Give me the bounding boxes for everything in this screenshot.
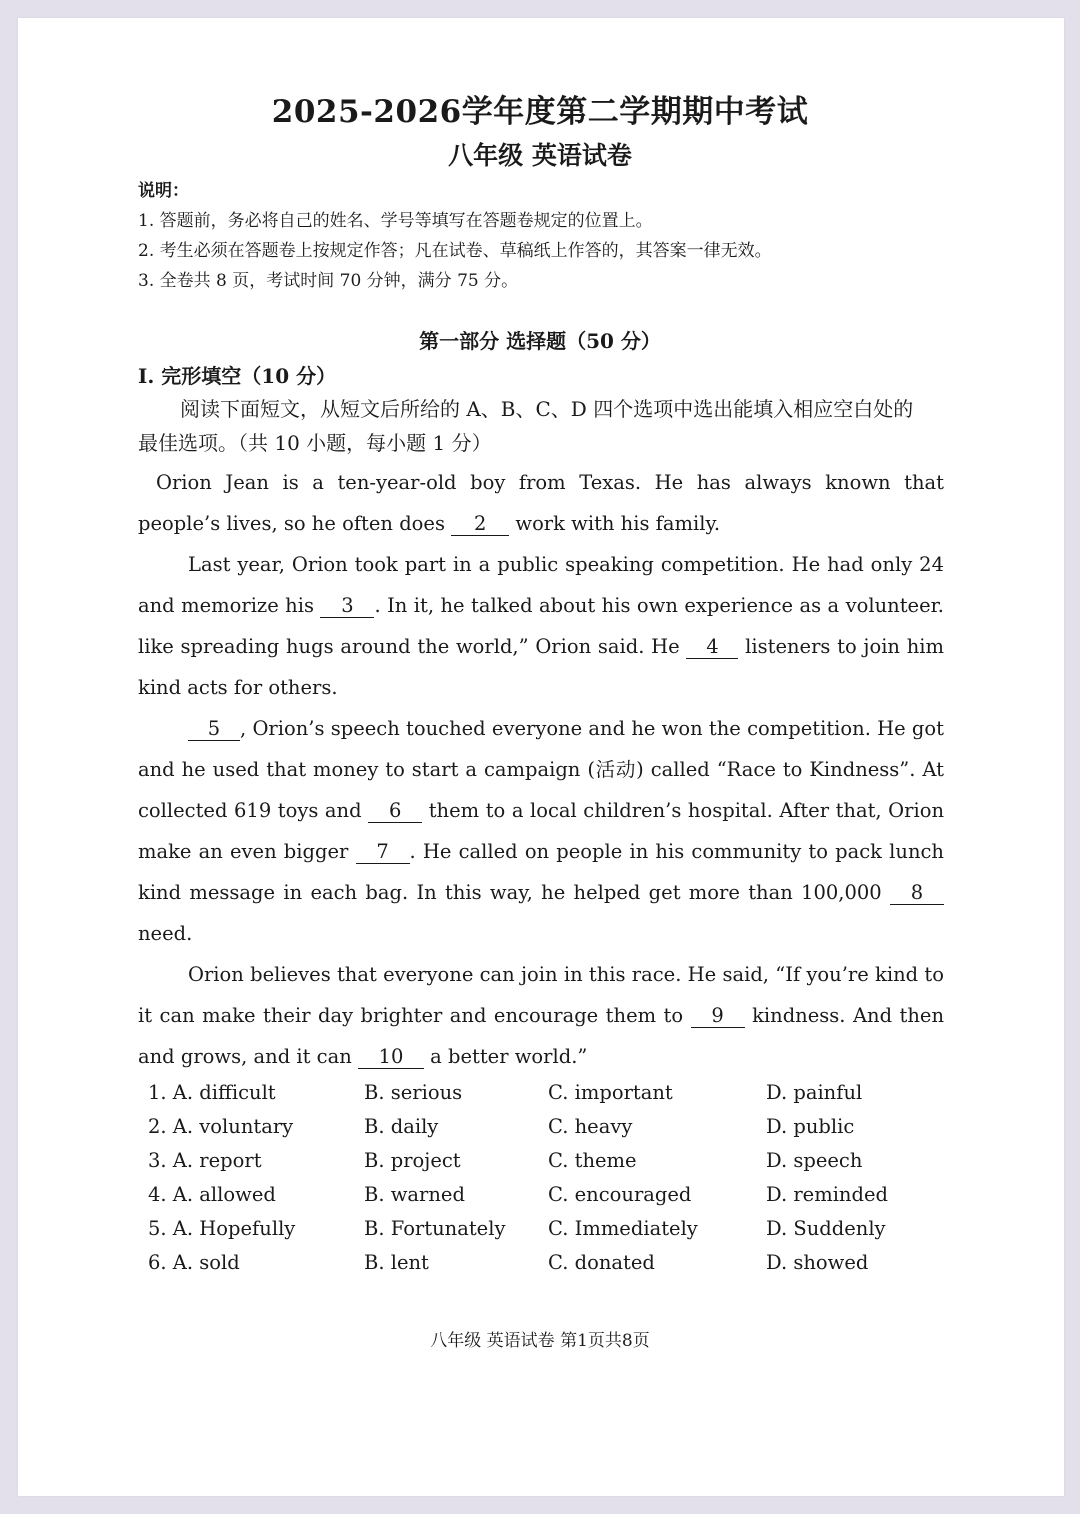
exam-title: 2025-2026学年度第二学期期中考试 <box>271 94 809 130</box>
passage-text: a better world.” <box>430 1045 588 1068</box>
passage-line <box>138 509 720 539</box>
blank-7: 7 <box>356 841 410 864</box>
blank-5: 5 <box>188 718 240 741</box>
passage-line <box>138 550 944 580</box>
passage-line <box>138 591 944 621</box>
blank-3: 3 <box>320 595 374 618</box>
option-6a: 6. A. sold <box>148 1251 240 1274</box>
passage-text: kind message in each bag. In this way, he helped get more than 100,000 <box>138 881 882 904</box>
option-6c: C. donated <box>548 1251 655 1274</box>
option-3c: C. theme <box>548 1149 637 1172</box>
blank-8: 8 <box>890 882 944 905</box>
passage-text: people’s lives, so he often does <box>138 512 445 535</box>
passage-text: and memorize his <box>138 594 314 617</box>
page-footer: 八年级 英语试卷 第1页共8页 <box>430 1331 650 1351</box>
passage-text: Orion believes that everyone can join in this race. He said, “If you’re kind to <box>188 963 944 986</box>
note-item-3: 3. 全卷共 8 页，考试时间 70 分钟，满分 75 分。 <box>138 271 519 291</box>
option-5b: B. Fortunately <box>364 1217 506 1240</box>
option-5a: 5. A. Hopefully <box>148 1217 296 1240</box>
passage-line <box>138 1042 587 1072</box>
option-1a: 1. A. difficult <box>148 1081 276 1104</box>
option-6d: D. showed <box>766 1251 869 1274</box>
blank-10: 10 <box>358 1046 424 1069</box>
blank-2: 2 <box>451 513 509 536</box>
passage-text: and grows, and it can <box>138 1045 352 1068</box>
passage-text: kindness. And then <box>752 1004 944 1027</box>
passage-text: collected 619 toys and <box>138 799 362 822</box>
passage-text: make an even bigger <box>138 840 349 863</box>
exam-subtitle: 八年级 英语试卷 <box>448 141 632 170</box>
passage-line <box>138 714 944 744</box>
passage-text: Orion Jean is a ten-year-old boy from Texas. He has always known that <box>156 471 944 494</box>
passage-text: need. <box>138 922 193 945</box>
option-4a: 4. A. allowed <box>148 1183 276 1206</box>
passage-text: listeners to join him <box>745 635 944 658</box>
option-4c: C. encouraged <box>548 1183 692 1206</box>
passage-line <box>138 878 944 908</box>
passage-line <box>138 468 944 498</box>
notes-heading: 说明： <box>138 181 189 201</box>
blank-4: 4 <box>686 636 738 659</box>
option-5d: D. Suddenly <box>766 1217 886 1240</box>
note-item-1: 1. 答题前，务必将自己的姓名、学号等填写在答题卷规定的位置上。 <box>138 211 653 231</box>
passage-line <box>138 796 944 826</box>
passage-text: kind acts for others. <box>138 676 338 699</box>
passage-text: and he used that money to start a campaign (活动) called “Race to Kindness”. At <box>138 758 944 781</box>
passage-text: work with his family. <box>515 512 721 535</box>
part-title: 第一部分 选择题（50 分） <box>419 329 661 353</box>
note-item-2: 2. 考生必须在答题卷上按规定作答；凡在试卷、草稿纸上作答的，其答案一律无效。 <box>138 241 772 261</box>
passage-line <box>138 632 944 662</box>
passage-line <box>138 837 944 867</box>
option-2b: B. daily <box>364 1115 439 1138</box>
passage-line <box>138 1001 944 1031</box>
option-2d: D. public <box>766 1115 855 1138</box>
option-3a: 3. A. report <box>148 1149 262 1172</box>
section-title: I. 完形填空（10 分） <box>138 364 337 388</box>
option-4b: B. warned <box>364 1183 465 1206</box>
passage-text: . In it, he talked about his own experience as a volunteer. <box>374 594 944 617</box>
passage-text: them to a local children’s hospital. After that, Orion <box>428 799 944 822</box>
option-5c: C. Immediately <box>548 1217 698 1240</box>
passage-text: , Orion’s speech touched everyone and he won the competition. He got <box>240 717 944 740</box>
option-2a: 2. A. voluntary <box>148 1115 294 1138</box>
passage-text: Last year, Orion took part in a public speaking competition. He had only 24 <box>188 553 944 576</box>
section-instruction-line-1: 阅读下面短文，从短文后所给的 A、B、C、D 四个选项中选出能填入相应空白处的 <box>180 397 914 421</box>
blank-9: 9 <box>691 1005 745 1028</box>
passage-text: like spreading hugs around the world,” Orion said. He <box>138 635 680 658</box>
blank-6: 6 <box>368 800 422 823</box>
option-3d: D. speech <box>766 1149 863 1172</box>
option-1c: C. important <box>548 1081 673 1104</box>
passage-line <box>138 960 944 990</box>
option-2c: C. heavy <box>548 1115 633 1138</box>
section-instruction-line-2: 最佳选项。（共 10 小题，每小题 1 分） <box>138 431 492 455</box>
option-6b: B. lent <box>364 1251 429 1274</box>
option-1b: B. serious <box>364 1081 463 1104</box>
option-4d: D. reminded <box>766 1183 888 1206</box>
passage-text: . He called on people in his community to pack lunch <box>409 840 944 863</box>
passage-line <box>138 755 944 785</box>
option-3b: B. project <box>364 1149 461 1172</box>
passage-line <box>138 673 338 703</box>
option-1d: D. painful <box>766 1081 863 1104</box>
passage-line <box>138 919 192 949</box>
passage-text: it can make their day brighter and encourage them to <box>138 1004 684 1027</box>
